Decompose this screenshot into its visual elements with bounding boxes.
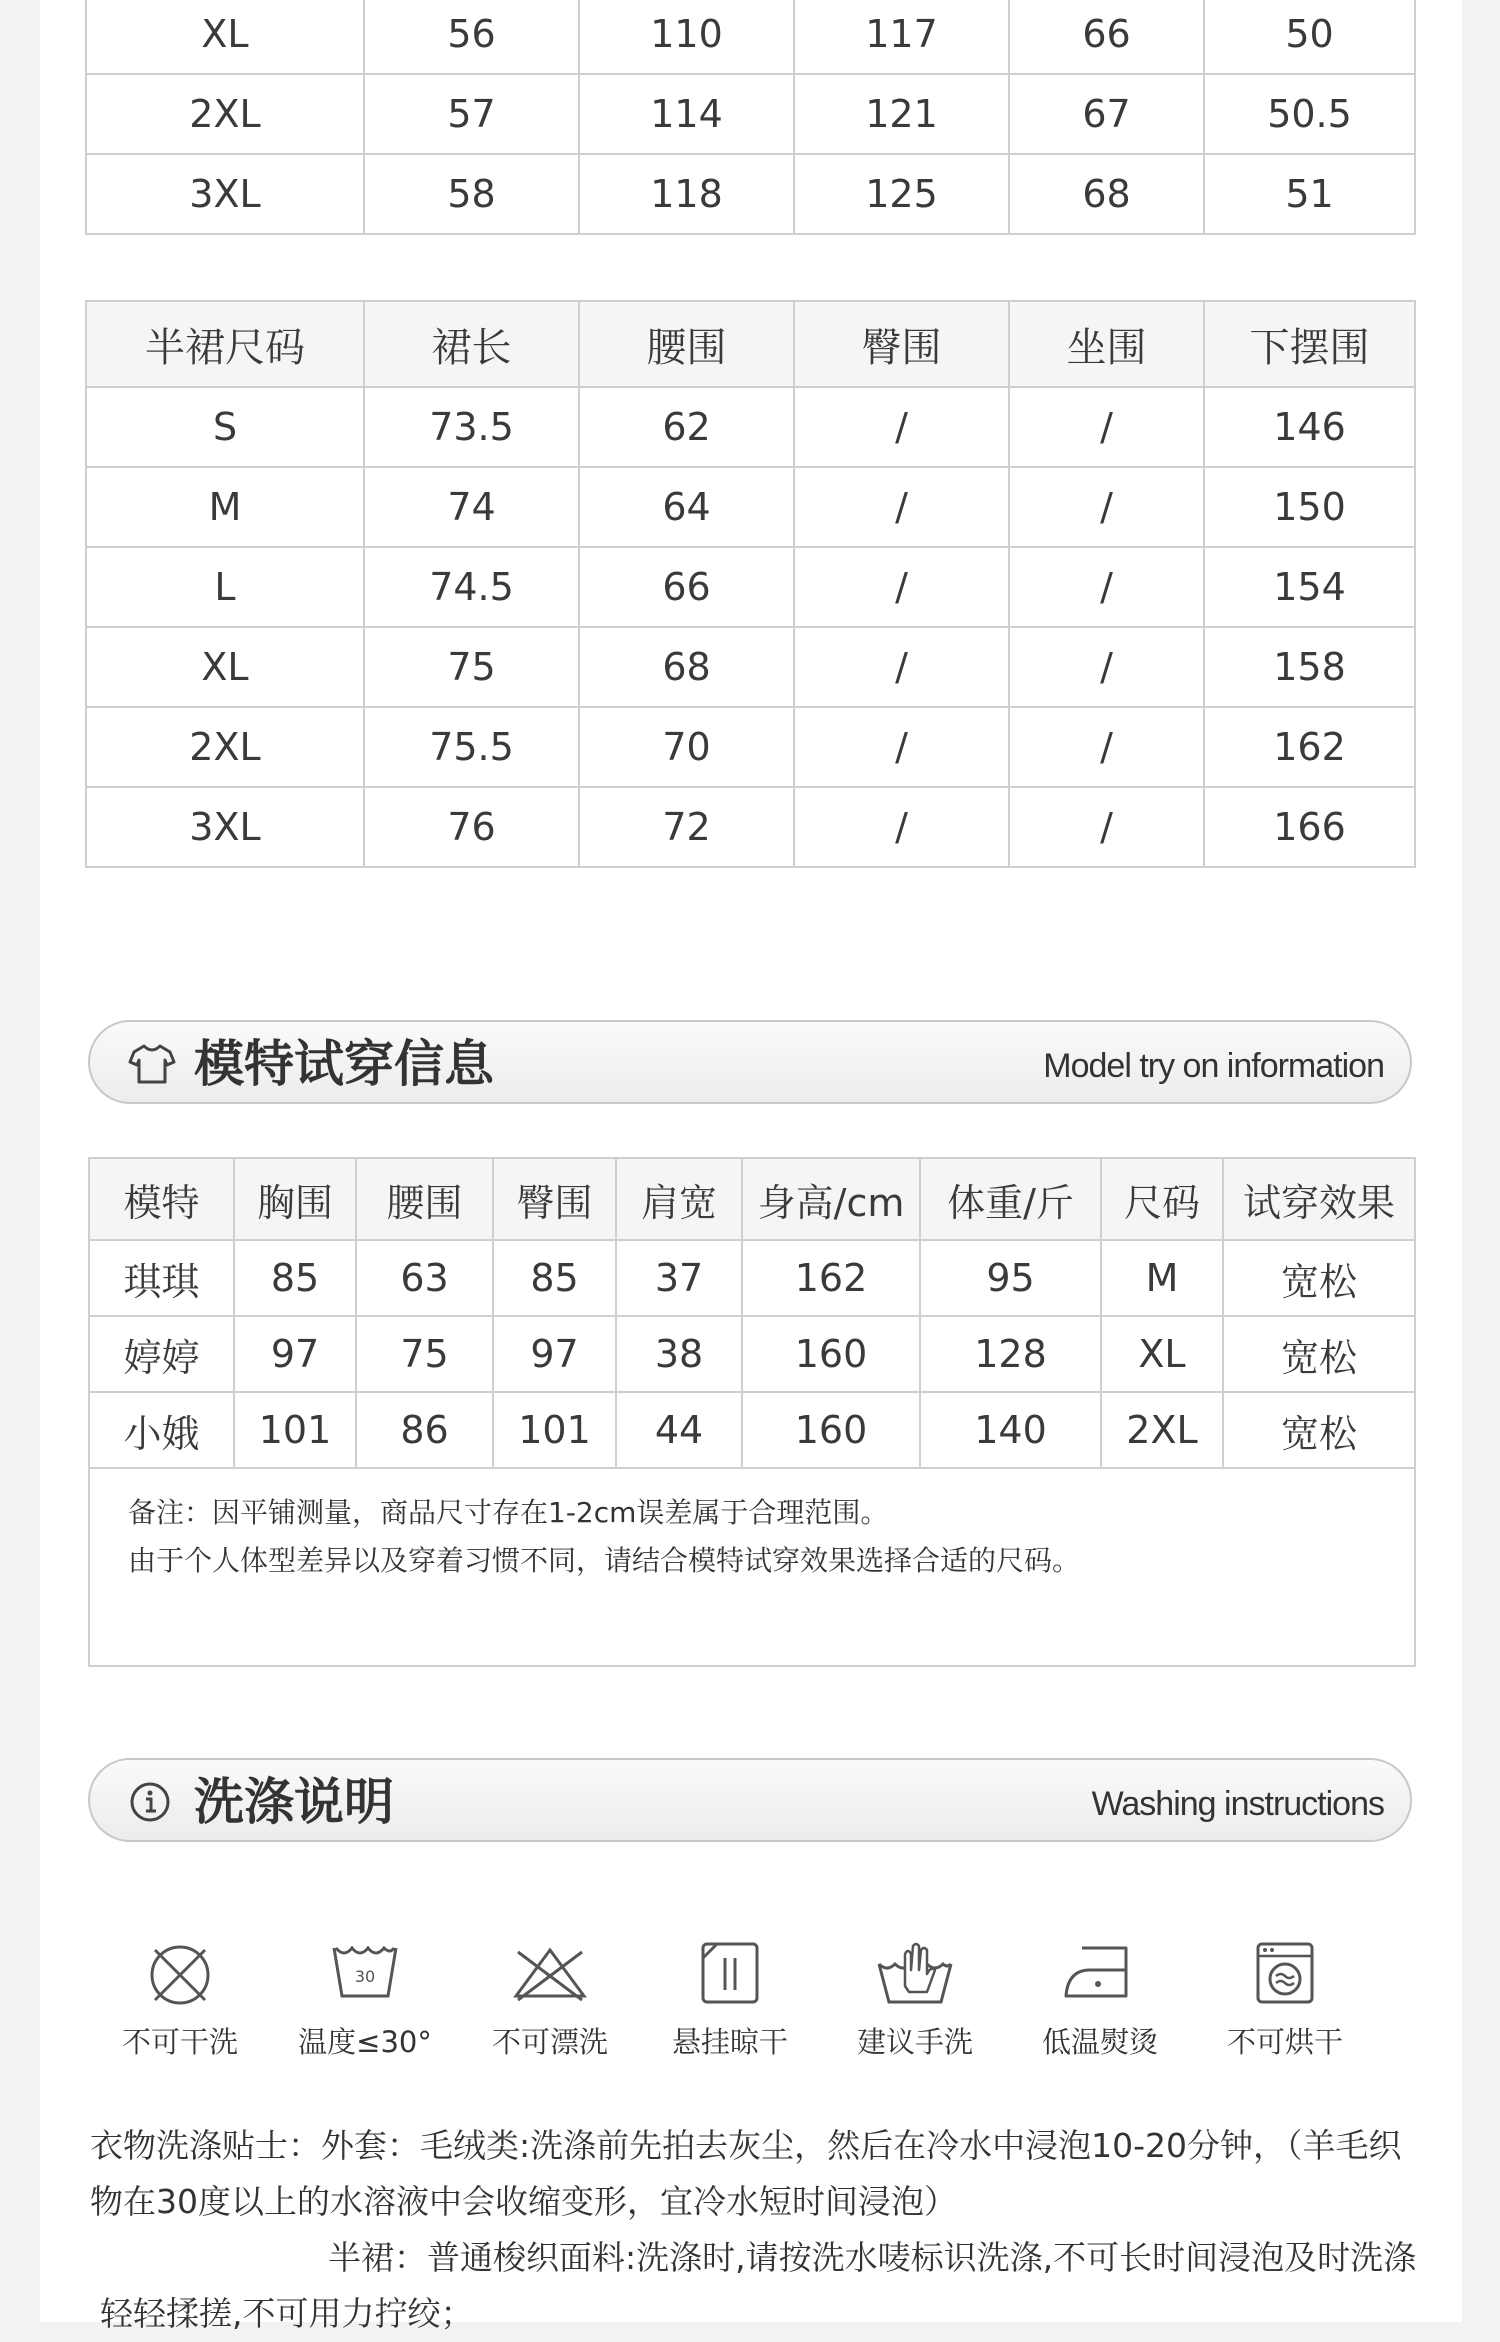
table-cell: 75 xyxy=(364,627,579,707)
care-label: 温度≤30° xyxy=(298,2025,432,2059)
table-cell: 2XL xyxy=(86,707,364,787)
hang-dry-icon xyxy=(695,1940,765,2010)
table-cell: 76 xyxy=(364,787,579,867)
table-cell: 85 xyxy=(493,1240,616,1316)
table-row xyxy=(86,627,1415,707)
column-header: 腰围 xyxy=(356,1158,493,1240)
table-cell: / xyxy=(794,547,1009,627)
section-title: 洗涤说明 xyxy=(194,1773,394,1831)
table-cell: 75.5 xyxy=(364,707,579,787)
column-header: 身高/cm xyxy=(742,1158,920,1240)
tips-line: 半裙：普通梭织面料:洗涤时,请按洗水唛标识洗涤,不可长时间浸泡及时洗涤 xyxy=(328,2238,1417,2277)
table-row xyxy=(89,1240,1415,1316)
no-bleach-icon xyxy=(510,1940,590,2010)
table-cell: 3XL xyxy=(86,154,364,234)
info-icon xyxy=(128,1780,176,1824)
table-cell: 66 xyxy=(1009,0,1204,74)
table-row xyxy=(86,74,1415,154)
washing-section-header xyxy=(88,1758,1412,1842)
table-row xyxy=(86,387,1415,467)
table-cell: 58 xyxy=(364,154,579,234)
table-cell: 150 xyxy=(1204,467,1415,547)
table-row xyxy=(86,467,1415,547)
care-item-hang-dry xyxy=(650,1940,810,2061)
table-cell: 宽松 xyxy=(1223,1316,1415,1392)
column-header: 模特 xyxy=(89,1158,234,1240)
table-cell: 166 xyxy=(1204,787,1415,867)
tips-line: 轻轻揉搓,不可用力拧绞； xyxy=(100,2294,474,2333)
column-header: 裙长 xyxy=(364,301,579,387)
table-cell: 74.5 xyxy=(364,547,579,627)
table-cell: 70 xyxy=(579,707,794,787)
table-cell: / xyxy=(1009,787,1204,867)
hand-wash-icon xyxy=(875,1940,955,2010)
table-cell: 琪琪 xyxy=(89,1240,234,1316)
table-row xyxy=(86,154,1415,234)
table-cell: 2XL xyxy=(86,74,364,154)
table-cell: L xyxy=(86,547,364,627)
note-cell xyxy=(89,1468,1415,1666)
column-header: 肩宽 xyxy=(616,1158,742,1240)
table-cell: 68 xyxy=(1009,154,1204,234)
tips-line: 衣物洗涤贴士：外套：毛绒类:洗涤前先拍去灰尘，然后在冷水中浸泡10-20分钟，（羊毛织 xyxy=(90,2126,1402,2165)
table-row xyxy=(86,787,1415,867)
table-cell: 63 xyxy=(356,1240,493,1316)
table-cell: 婷婷 xyxy=(89,1316,234,1392)
table-cell: 宽松 xyxy=(1223,1240,1415,1316)
table-cell: 68 xyxy=(579,627,794,707)
table-row xyxy=(86,707,1415,787)
tips-line: 物在30度以上的水溶液中会收缩变形，宜冷水短时间浸泡） xyxy=(90,2182,957,2221)
table-cell: XL xyxy=(86,0,364,74)
table-cell: 97 xyxy=(234,1316,356,1392)
table-cell: 125 xyxy=(794,154,1009,234)
table-cell: 57 xyxy=(364,74,579,154)
table-cell: XL xyxy=(86,627,364,707)
table-cell: 86 xyxy=(356,1392,493,1468)
table-cell: 37 xyxy=(616,1240,742,1316)
table-cell: 162 xyxy=(1204,707,1415,787)
no-tumble-dry-icon xyxy=(1250,1940,1320,2010)
skirt-size-table xyxy=(85,300,1416,868)
table-row xyxy=(86,547,1415,627)
column-header: 下摆围 xyxy=(1204,301,1415,387)
table-header-row xyxy=(89,1158,1415,1240)
column-header: 坐围 xyxy=(1009,301,1204,387)
column-header: 胸围 xyxy=(234,1158,356,1240)
column-header: 半裙尺码 xyxy=(86,301,364,387)
table-cell: 95 xyxy=(920,1240,1101,1316)
column-header: 臀围 xyxy=(794,301,1009,387)
table-cell: 118 xyxy=(579,154,794,234)
table-cell: 3XL xyxy=(86,787,364,867)
care-label: 低温熨烫 xyxy=(1041,2025,1158,2059)
care-item-hand-wash xyxy=(835,1940,995,2061)
table-cell: / xyxy=(1009,387,1204,467)
table-row xyxy=(86,0,1415,74)
table-cell: 51 xyxy=(1204,154,1415,234)
table-cell: 50 xyxy=(1204,0,1415,74)
table-cell: 74 xyxy=(364,467,579,547)
note-line: 由于个人体型差异以及穿着习惯不同，请结合模特试穿效果选择合适的尺码。 xyxy=(128,1544,1081,1577)
table-cell: 121 xyxy=(794,74,1009,154)
table-cell: 62 xyxy=(579,387,794,467)
table-cell: 158 xyxy=(1204,627,1415,707)
care-symbols-row xyxy=(100,1940,1360,2070)
table-cell: 38 xyxy=(616,1316,742,1392)
table-cell: / xyxy=(1009,547,1204,627)
section-subtitle: Model try on information xyxy=(1043,1047,1384,1085)
table-cell: 160 xyxy=(742,1316,920,1392)
table-cell: S xyxy=(86,387,364,467)
washing-tips xyxy=(90,2118,1460,2342)
care-item-low-iron xyxy=(1020,1940,1180,2061)
model-info-section-header xyxy=(88,1020,1412,1104)
table-cell: 64 xyxy=(579,467,794,547)
table-cell: 66 xyxy=(579,547,794,627)
low-iron-icon xyxy=(1060,1940,1140,2010)
no-dry-clean-icon xyxy=(145,1940,215,2010)
care-label: 悬挂晾干 xyxy=(671,2025,788,2059)
column-header: 体重/斤 xyxy=(920,1158,1101,1240)
table-cell: 75 xyxy=(356,1316,493,1392)
note-line: 备注：因平铺测量，商品尺寸存在1-2cm误差属于合理范围。 xyxy=(128,1496,889,1529)
table-cell: / xyxy=(1009,707,1204,787)
care-label: 不可干洗 xyxy=(121,2025,238,2059)
table-cell: 小娥 xyxy=(89,1392,234,1468)
table-cell: M xyxy=(86,467,364,547)
table-cell: 2XL xyxy=(1101,1392,1223,1468)
care-item-no-tumble-dry xyxy=(1205,1940,1365,2061)
table-cell: 101 xyxy=(234,1392,356,1468)
table-cell: / xyxy=(794,627,1009,707)
care-item-wash-30 xyxy=(285,1940,445,2061)
wash-30-icon xyxy=(330,1940,400,2010)
table-cell: 160 xyxy=(742,1392,920,1468)
table-cell: / xyxy=(794,707,1009,787)
table-cell: / xyxy=(1009,467,1204,547)
table-cell: 97 xyxy=(493,1316,616,1392)
table-cell: 154 xyxy=(1204,547,1415,627)
care-label: 不可烘干 xyxy=(1226,2025,1343,2059)
column-header: 尺码 xyxy=(1101,1158,1223,1240)
table-cell: 73.5 xyxy=(364,387,579,467)
tshirt-icon xyxy=(128,1042,176,1086)
model-try-on-table xyxy=(88,1157,1416,1667)
table-cell: M xyxy=(1101,1240,1223,1316)
table-cell: XL xyxy=(1101,1316,1223,1392)
table-cell: 146 xyxy=(1204,387,1415,467)
column-header: 腰围 xyxy=(579,301,794,387)
table-cell: / xyxy=(794,787,1009,867)
jacket-size-table xyxy=(85,0,1416,235)
table-cell: 101 xyxy=(493,1392,616,1468)
care-label: 建议手洗 xyxy=(856,2025,973,2059)
table-cell: / xyxy=(1009,627,1204,707)
table-cell: 110 xyxy=(579,0,794,74)
table-cell: 56 xyxy=(364,0,579,74)
note-row xyxy=(89,1468,1415,1666)
column-header: 试穿效果 xyxy=(1223,1158,1415,1240)
column-header: 臀围 xyxy=(493,1158,616,1240)
table-row xyxy=(89,1392,1415,1468)
table-cell: 85 xyxy=(234,1240,356,1316)
care-item-no-dry-clean xyxy=(100,1940,260,2061)
table-cell: 72 xyxy=(579,787,794,867)
care-item-no-bleach xyxy=(470,1940,630,2061)
care-label: 不可漂洗 xyxy=(491,2025,608,2059)
table-row xyxy=(89,1316,1415,1392)
table-cell: 44 xyxy=(616,1392,742,1468)
table-cell: 67 xyxy=(1009,74,1204,154)
table-cell: 114 xyxy=(579,74,794,154)
table-cell: / xyxy=(794,387,1009,467)
table-cell: 117 xyxy=(794,0,1009,74)
section-title: 模特试穿信息 xyxy=(194,1035,494,1093)
wash-temp: 30 xyxy=(354,1967,376,1986)
table-cell: 162 xyxy=(742,1240,920,1316)
table-header-row xyxy=(86,301,1415,387)
table-cell: 50.5 xyxy=(1204,74,1415,154)
table-cell: 128 xyxy=(920,1316,1101,1392)
table-cell: 宽松 xyxy=(1223,1392,1415,1468)
table-cell: / xyxy=(794,467,1009,547)
section-subtitle: Washing instructions xyxy=(1091,1785,1384,1823)
table-cell: 140 xyxy=(920,1392,1101,1468)
